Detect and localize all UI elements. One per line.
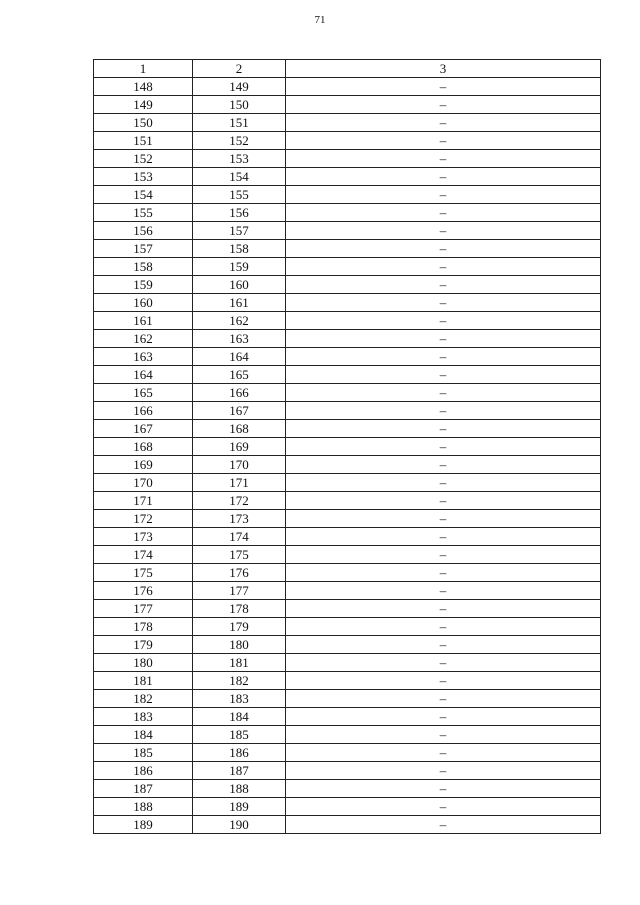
table-row bbox=[94, 762, 601, 780]
cell-col-1: 170 bbox=[94, 474, 193, 492]
table-row bbox=[94, 816, 601, 834]
cell-col-3: – bbox=[286, 600, 601, 618]
table-row bbox=[94, 582, 601, 600]
cell-col-1: 177 bbox=[94, 600, 193, 618]
cell-col-1: 167 bbox=[94, 420, 193, 438]
header-row bbox=[94, 60, 601, 78]
cell-col-3: – bbox=[286, 636, 601, 654]
cell-col-1: 186 bbox=[94, 762, 193, 780]
cell-col-3: – bbox=[286, 582, 601, 600]
cell-col-3: – bbox=[286, 762, 601, 780]
cell-col-2: 183 bbox=[193, 690, 286, 708]
cell-col-3: – bbox=[286, 312, 601, 330]
table-row bbox=[94, 636, 601, 654]
cell-col-2: 157 bbox=[193, 222, 286, 240]
cell-col-3: – bbox=[286, 708, 601, 726]
cell-col-1: 188 bbox=[94, 798, 193, 816]
cell-col-3: – bbox=[286, 366, 601, 384]
cell-col-2: 180 bbox=[193, 636, 286, 654]
cell-col-1: 153 bbox=[94, 168, 193, 186]
table-row bbox=[94, 258, 601, 276]
cell-col-1: 158 bbox=[94, 258, 193, 276]
cell-col-2: 154 bbox=[193, 168, 286, 186]
cell-col-3: – bbox=[286, 96, 601, 114]
cell-col-3: – bbox=[286, 186, 601, 204]
cell-col-2: 174 bbox=[193, 528, 286, 546]
cell-col-3: – bbox=[286, 564, 601, 582]
table-row bbox=[94, 438, 601, 456]
cell-col-1: 175 bbox=[94, 564, 193, 582]
cell-col-1: 150 bbox=[94, 114, 193, 132]
cell-col-1: 176 bbox=[94, 582, 193, 600]
column-header-2: 2 bbox=[193, 60, 286, 78]
cell-col-1: 162 bbox=[94, 330, 193, 348]
cell-col-3: – bbox=[286, 114, 601, 132]
cell-col-2: 161 bbox=[193, 294, 286, 312]
table-row bbox=[94, 312, 601, 330]
cell-col-1: 178 bbox=[94, 618, 193, 636]
cell-col-2: 179 bbox=[193, 618, 286, 636]
cell-col-2: 164 bbox=[193, 348, 286, 366]
cell-col-1: 164 bbox=[94, 366, 193, 384]
cell-col-3: – bbox=[286, 654, 601, 672]
cell-col-3: – bbox=[286, 150, 601, 168]
cell-col-3: – bbox=[286, 816, 601, 834]
cell-col-2: 175 bbox=[193, 546, 286, 564]
table-row bbox=[94, 348, 601, 366]
column-header-1: 1 bbox=[94, 60, 193, 78]
cell-col-3: – bbox=[286, 330, 601, 348]
table-row bbox=[94, 294, 601, 312]
cell-col-1: 189 bbox=[94, 816, 193, 834]
cell-col-1: 148 bbox=[94, 78, 193, 96]
cell-col-3: – bbox=[286, 618, 601, 636]
table-row bbox=[94, 186, 601, 204]
cell-col-3: – bbox=[286, 672, 601, 690]
cell-col-3: – bbox=[286, 258, 601, 276]
table-row bbox=[94, 780, 601, 798]
table-row bbox=[94, 420, 601, 438]
cell-col-3: – bbox=[286, 780, 601, 798]
table-row bbox=[94, 132, 601, 150]
cell-col-3: – bbox=[286, 384, 601, 402]
cell-col-1: 182 bbox=[94, 690, 193, 708]
table-row bbox=[94, 744, 601, 762]
table-row bbox=[94, 528, 601, 546]
cell-col-3: – bbox=[286, 294, 601, 312]
cell-col-2: 155 bbox=[193, 186, 286, 204]
cell-col-3: – bbox=[286, 204, 601, 222]
cell-col-2: 182 bbox=[193, 672, 286, 690]
cell-col-1: 154 bbox=[94, 186, 193, 204]
cell-col-3: – bbox=[286, 510, 601, 528]
cell-col-2: 169 bbox=[193, 438, 286, 456]
cell-col-1: 161 bbox=[94, 312, 193, 330]
cell-col-3: – bbox=[286, 222, 601, 240]
cell-col-3: – bbox=[286, 456, 601, 474]
cell-col-2: 176 bbox=[193, 564, 286, 582]
cell-col-1: 151 bbox=[94, 132, 193, 150]
table-row bbox=[94, 690, 601, 708]
cell-col-2: 166 bbox=[193, 384, 286, 402]
cell-col-3: – bbox=[286, 78, 601, 96]
cell-col-2: 178 bbox=[193, 600, 286, 618]
cell-col-2: 160 bbox=[193, 276, 286, 294]
table-row bbox=[94, 546, 601, 564]
cell-col-2: 163 bbox=[193, 330, 286, 348]
table-row bbox=[94, 222, 601, 240]
data-table bbox=[93, 59, 601, 834]
cell-col-1: 179 bbox=[94, 636, 193, 654]
cell-col-1: 180 bbox=[94, 654, 193, 672]
cell-col-2: 167 bbox=[193, 402, 286, 420]
cell-col-2: 185 bbox=[193, 726, 286, 744]
cell-col-1: 155 bbox=[94, 204, 193, 222]
cell-col-3: – bbox=[286, 744, 601, 762]
cell-col-3: – bbox=[286, 132, 601, 150]
cell-col-3: – bbox=[286, 276, 601, 294]
cell-col-2: 184 bbox=[193, 708, 286, 726]
table-row bbox=[94, 276, 601, 294]
cell-col-1: 160 bbox=[94, 294, 193, 312]
cell-col-3: – bbox=[286, 402, 601, 420]
cell-col-1: 168 bbox=[94, 438, 193, 456]
cell-col-1: 183 bbox=[94, 708, 193, 726]
cell-col-2: 150 bbox=[193, 96, 286, 114]
table-row bbox=[94, 600, 601, 618]
table-row bbox=[94, 96, 601, 114]
cell-col-2: 152 bbox=[193, 132, 286, 150]
cell-col-1: 173 bbox=[94, 528, 193, 546]
cell-col-3: – bbox=[286, 690, 601, 708]
cell-col-3: – bbox=[286, 474, 601, 492]
cell-col-3: – bbox=[286, 168, 601, 186]
cell-col-2: 177 bbox=[193, 582, 286, 600]
cell-col-2: 168 bbox=[193, 420, 286, 438]
cell-col-2: 187 bbox=[193, 762, 286, 780]
cell-col-2: 165 bbox=[193, 366, 286, 384]
cell-col-2: 151 bbox=[193, 114, 286, 132]
cell-col-3: – bbox=[286, 528, 601, 546]
cell-col-3: – bbox=[286, 438, 601, 456]
cell-col-1: 152 bbox=[94, 150, 193, 168]
cell-col-1: 156 bbox=[94, 222, 193, 240]
table-row bbox=[94, 672, 601, 690]
table-row bbox=[94, 798, 601, 816]
table-row bbox=[94, 366, 601, 384]
cell-col-2: 158 bbox=[193, 240, 286, 258]
cell-col-1: 187 bbox=[94, 780, 193, 798]
table-row bbox=[94, 654, 601, 672]
cell-col-2: 181 bbox=[193, 654, 286, 672]
cell-col-1: 149 bbox=[94, 96, 193, 114]
cell-col-2: 171 bbox=[193, 474, 286, 492]
table-header bbox=[94, 60, 601, 78]
cell-col-3: – bbox=[286, 348, 601, 366]
cell-col-1: 163 bbox=[94, 348, 193, 366]
table-row bbox=[94, 114, 601, 132]
cell-col-2: 156 bbox=[193, 204, 286, 222]
page-number: 71 bbox=[314, 14, 326, 26]
cell-col-2: 190 bbox=[193, 816, 286, 834]
cell-col-1: 165 bbox=[94, 384, 193, 402]
table-row bbox=[94, 204, 601, 222]
table-row bbox=[94, 402, 601, 420]
table-row bbox=[94, 78, 601, 96]
cell-col-1: 185 bbox=[94, 744, 193, 762]
table-row bbox=[94, 474, 601, 492]
cell-col-2: 170 bbox=[193, 456, 286, 474]
table-row bbox=[94, 150, 601, 168]
cell-col-3: – bbox=[286, 420, 601, 438]
cell-col-2: 186 bbox=[193, 744, 286, 762]
table-row bbox=[94, 330, 601, 348]
cell-col-1: 157 bbox=[94, 240, 193, 258]
table-row bbox=[94, 168, 601, 186]
cell-col-2: 159 bbox=[193, 258, 286, 276]
cell-col-3: – bbox=[286, 546, 601, 564]
cell-col-1: 159 bbox=[94, 276, 193, 294]
table-row bbox=[94, 708, 601, 726]
cell-col-2: 172 bbox=[193, 492, 286, 510]
cell-col-1: 171 bbox=[94, 492, 193, 510]
table-row bbox=[94, 384, 601, 402]
cell-col-2: 189 bbox=[193, 798, 286, 816]
cell-col-2: 162 bbox=[193, 312, 286, 330]
cell-col-1: 169 bbox=[94, 456, 193, 474]
cell-col-1: 174 bbox=[94, 546, 193, 564]
cell-col-1: 181 bbox=[94, 672, 193, 690]
table-row bbox=[94, 510, 601, 528]
table-row bbox=[94, 618, 601, 636]
cell-col-3: – bbox=[286, 726, 601, 744]
table-row bbox=[94, 456, 601, 474]
cell-col-2: 173 bbox=[193, 510, 286, 528]
cell-col-3: – bbox=[286, 240, 601, 258]
cell-col-2: 149 bbox=[193, 78, 286, 96]
cell-col-2: 153 bbox=[193, 150, 286, 168]
table-body bbox=[94, 78, 601, 834]
cell-col-1: 166 bbox=[94, 402, 193, 420]
cell-col-2: 188 bbox=[193, 780, 286, 798]
column-header-3: 3 bbox=[286, 60, 601, 78]
cell-col-3: – bbox=[286, 492, 601, 510]
table-row bbox=[94, 240, 601, 258]
table-row bbox=[94, 492, 601, 510]
table-row bbox=[94, 726, 601, 744]
cell-col-3: – bbox=[286, 798, 601, 816]
table-row bbox=[94, 564, 601, 582]
cell-col-1: 184 bbox=[94, 726, 193, 744]
cell-col-1: 172 bbox=[94, 510, 193, 528]
